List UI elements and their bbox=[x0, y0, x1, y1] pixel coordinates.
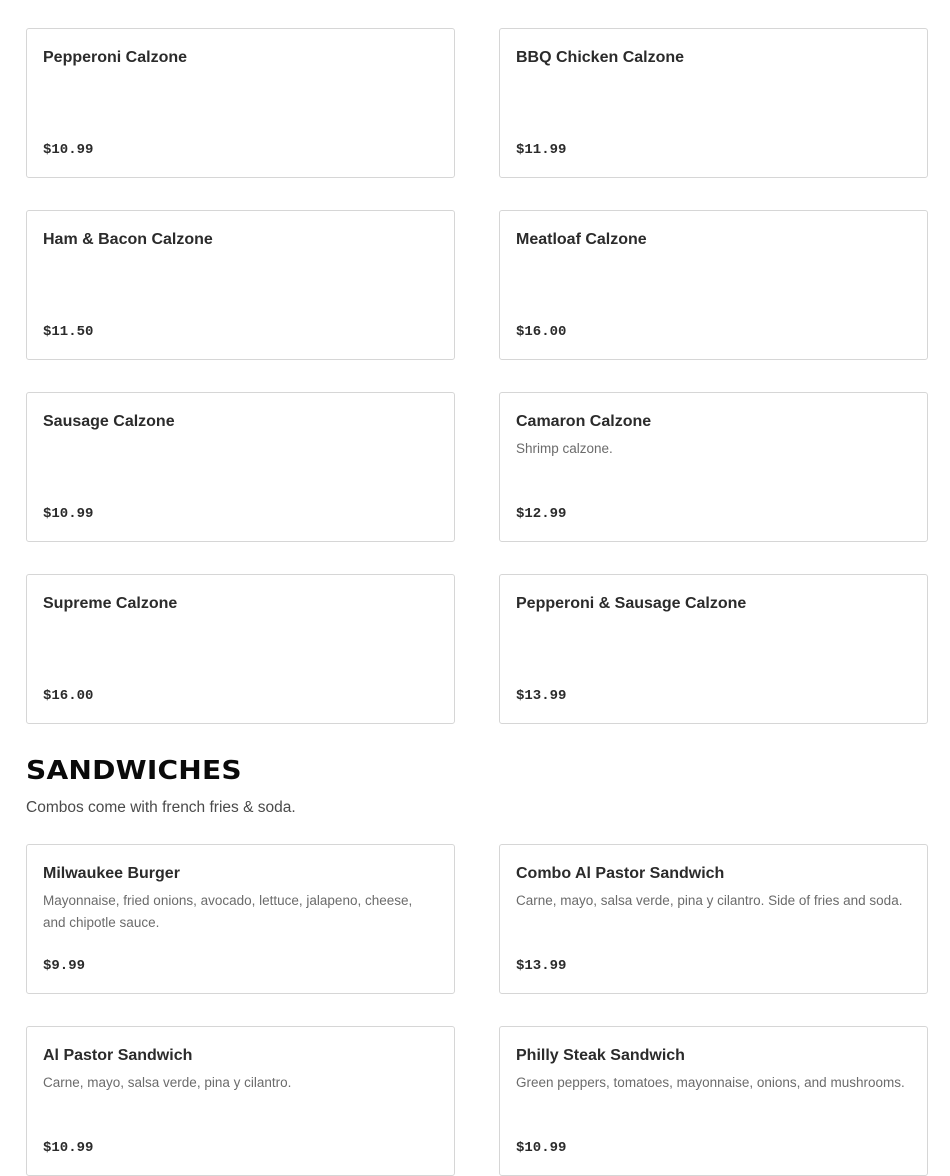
menu-item-description: Carne, mayo, salsa verde, pina y cilantro. Side of fries and soda. bbox=[516, 893, 903, 908]
menu-item-price: $11.50 bbox=[43, 324, 94, 340]
menu-item-description: Carne, mayo, salsa verde, pina y cilantro. bbox=[43, 1075, 292, 1090]
menu-item-price: $16.00 bbox=[43, 688, 94, 704]
menu-item-card[interactable] bbox=[26, 844, 455, 994]
menu-item-name: Camaron Calzone bbox=[516, 413, 652, 430]
menu-item-card[interactable] bbox=[499, 574, 928, 724]
menu-item-name: Supreme Calzone bbox=[43, 595, 178, 612]
sandwiches-grid bbox=[26, 844, 928, 1176]
menu-item-price: $13.99 bbox=[516, 688, 567, 704]
menu-item-name: Ham & Bacon Calzone bbox=[43, 231, 213, 248]
menu-item-name: Meatloaf Calzone bbox=[516, 231, 647, 248]
menu-item-name: Al Pastor Sandwich bbox=[43, 1047, 193, 1064]
menu-item-price: $10.99 bbox=[43, 142, 94, 158]
menu-item-price: $12.99 bbox=[516, 506, 567, 522]
menu-item-card[interactable] bbox=[499, 210, 928, 360]
menu-item-price: $10.99 bbox=[516, 1140, 567, 1156]
menu-item-price: $16.00 bbox=[516, 324, 567, 340]
menu-item-card[interactable] bbox=[26, 392, 455, 542]
menu-item-name: Milwaukee Burger bbox=[43, 865, 180, 882]
menu-item-card[interactable] bbox=[26, 210, 455, 360]
menu-item-name: Philly Steak Sandwich bbox=[516, 1047, 685, 1064]
menu-item-card[interactable] bbox=[499, 844, 928, 994]
menu-item-card[interactable] bbox=[499, 392, 928, 542]
calzones-grid bbox=[26, 28, 928, 724]
menu-item-price: $9.99 bbox=[43, 958, 86, 974]
menu-item-name: Pepperoni & Sausage Calzone bbox=[516, 595, 747, 612]
menu-item-card[interactable] bbox=[499, 28, 928, 178]
menu-item-card[interactable] bbox=[26, 28, 455, 178]
menu-item-description: Green peppers, tomatoes, mayonnaise, onions, and mushrooms. bbox=[516, 1075, 905, 1090]
menu-item-price: $13.99 bbox=[516, 958, 567, 974]
section-subtitle: Combos come with french fries & soda. bbox=[26, 799, 296, 816]
menu-item-name: Pepperoni Calzone bbox=[43, 49, 188, 66]
menu-item-price: $10.99 bbox=[43, 506, 94, 522]
menu-item-description: Mayonnaise, fried onions, avocado, lettuce, jalapeno, cheese, and chipotle sauce. bbox=[43, 893, 413, 930]
menu-item-name: Combo Al Pastor Sandwich bbox=[516, 865, 725, 882]
menu-item-price: $10.99 bbox=[43, 1140, 94, 1156]
menu-item-description: Shrimp calzone. bbox=[516, 441, 613, 456]
menu-item-price: $11.99 bbox=[516, 142, 567, 158]
menu-item-name: BBQ Chicken Calzone bbox=[516, 49, 685, 66]
menu-item-name: Sausage Calzone bbox=[43, 413, 175, 430]
menu-item-card[interactable] bbox=[26, 574, 455, 724]
section-title: SANDWICHES bbox=[26, 756, 242, 786]
